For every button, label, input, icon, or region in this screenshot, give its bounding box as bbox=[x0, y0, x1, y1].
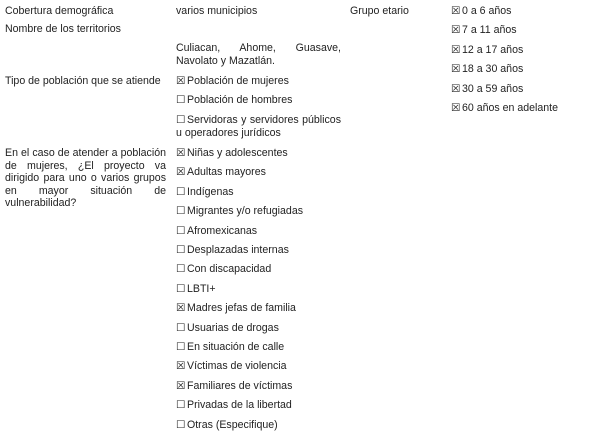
checked-box-icon: ☒ bbox=[451, 24, 461, 37]
option-item bbox=[451, 5, 511, 18]
territories-value: Culiacan, Ahome, Guasave, Navolato y Mazatlán. bbox=[176, 42, 341, 67]
population-type-label: Tipo de población que se atiende bbox=[5, 75, 161, 87]
option-item bbox=[176, 360, 344, 373]
checked-box-icon: ☒ bbox=[451, 82, 461, 95]
checked-box-icon: ☒ bbox=[176, 302, 186, 315]
checked-box-icon: ☒ bbox=[176, 360, 186, 373]
option-item bbox=[451, 24, 517, 37]
unchecked-box-icon: ☐ bbox=[176, 418, 186, 431]
option-label: Privadas de la libertad bbox=[187, 399, 292, 412]
age-group-label: Grupo etario bbox=[350, 5, 409, 17]
option-label: Usuarias de drogas bbox=[187, 321, 279, 334]
option-item bbox=[176, 263, 344, 276]
option-label: 12 a 17 años bbox=[462, 43, 524, 56]
checked-box-icon: ☒ bbox=[176, 147, 186, 159]
checked-box-icon: ☒ bbox=[176, 379, 186, 392]
option-label: 0 a 6 años bbox=[462, 5, 512, 17]
option-item bbox=[176, 186, 344, 199]
option-item bbox=[176, 147, 344, 160]
vulnerable-groups-label: En el caso de atender a población de mujeres, ¿El proyecto va dirigido para uno o varios grupos en mayor situación de vulnerabilidad? bbox=[5, 147, 166, 210]
checked-box-icon: ☒ bbox=[451, 43, 461, 56]
population-option bbox=[176, 94, 344, 107]
unchecked-box-icon: ☐ bbox=[176, 205, 186, 218]
option-item bbox=[451, 83, 523, 96]
unchecked-box-icon: ☐ bbox=[176, 244, 186, 256]
option-label: Población de mujeres bbox=[187, 75, 289, 87]
unchecked-box-icon: ☐ bbox=[176, 185, 186, 198]
option-item bbox=[176, 283, 344, 296]
option-label: LBTI+ bbox=[187, 282, 216, 295]
unchecked-box-icon: ☐ bbox=[176, 114, 186, 126]
option-item bbox=[176, 244, 344, 257]
option-item bbox=[176, 225, 344, 238]
territories-label: Nombre de los territorios bbox=[5, 23, 121, 35]
option-item bbox=[176, 419, 344, 432]
option-item bbox=[176, 380, 344, 393]
checked-box-icon: ☒ bbox=[451, 63, 461, 76]
population-option bbox=[176, 114, 341, 139]
unchecked-box-icon: ☐ bbox=[176, 94, 186, 106]
checked-box-icon: ☒ bbox=[176, 166, 186, 179]
option-item bbox=[451, 44, 523, 57]
option-label: Desplazadas internas bbox=[187, 244, 289, 256]
unchecked-box-icon: ☐ bbox=[176, 341, 186, 353]
option-label: 60 años en adelante bbox=[462, 102, 559, 114]
option-label: Indígenas bbox=[187, 185, 234, 198]
option-label: Población de hombres bbox=[187, 94, 293, 106]
checked-box-icon: ☒ bbox=[176, 75, 186, 87]
option-label: Víctimas de violencia bbox=[187, 360, 287, 373]
option-item bbox=[176, 166, 344, 179]
option-label: Afromexicanas bbox=[187, 224, 258, 237]
unchecked-box-icon: ☐ bbox=[176, 263, 186, 276]
option-label: 18 a 30 años bbox=[462, 63, 524, 76]
option-label: En situación de calle bbox=[187, 341, 285, 353]
coverage-value: varios municipios bbox=[176, 5, 258, 17]
option-label: Niñas y adolescentes bbox=[187, 147, 288, 159]
unchecked-box-icon: ☐ bbox=[176, 282, 186, 295]
option-label: Madres jefas de familia bbox=[187, 302, 296, 315]
unchecked-box-icon: ☐ bbox=[176, 224, 186, 237]
option-item bbox=[451, 63, 523, 76]
option-label: 7 a 11 años bbox=[462, 24, 517, 37]
option-label: 30 a 59 años bbox=[462, 82, 524, 95]
checked-box-icon: ☒ bbox=[451, 102, 461, 114]
population-option bbox=[176, 75, 344, 88]
option-label: Servidoras y servidores públicos u operadores jurídicos bbox=[176, 114, 341, 139]
option-label: Con discapacidad bbox=[187, 263, 272, 276]
checked-box-icon: ☒ bbox=[451, 5, 461, 17]
unchecked-box-icon: ☐ bbox=[176, 399, 186, 412]
option-item bbox=[176, 341, 344, 354]
option-item bbox=[451, 102, 558, 115]
option-label: Adultas mayores bbox=[187, 166, 266, 179]
option-label: Otras (Especifique) bbox=[187, 418, 278, 431]
option-item bbox=[176, 399, 344, 412]
unchecked-box-icon: ☐ bbox=[176, 321, 186, 334]
option-item bbox=[176, 322, 344, 335]
option-item bbox=[176, 205, 344, 218]
coverage-label: Cobertura demográfica bbox=[5, 5, 114, 17]
option-label: Familiares de víctimas bbox=[187, 379, 293, 392]
option-label: Migrantes y/o refugiadas bbox=[187, 205, 304, 218]
option-item bbox=[176, 302, 344, 315]
